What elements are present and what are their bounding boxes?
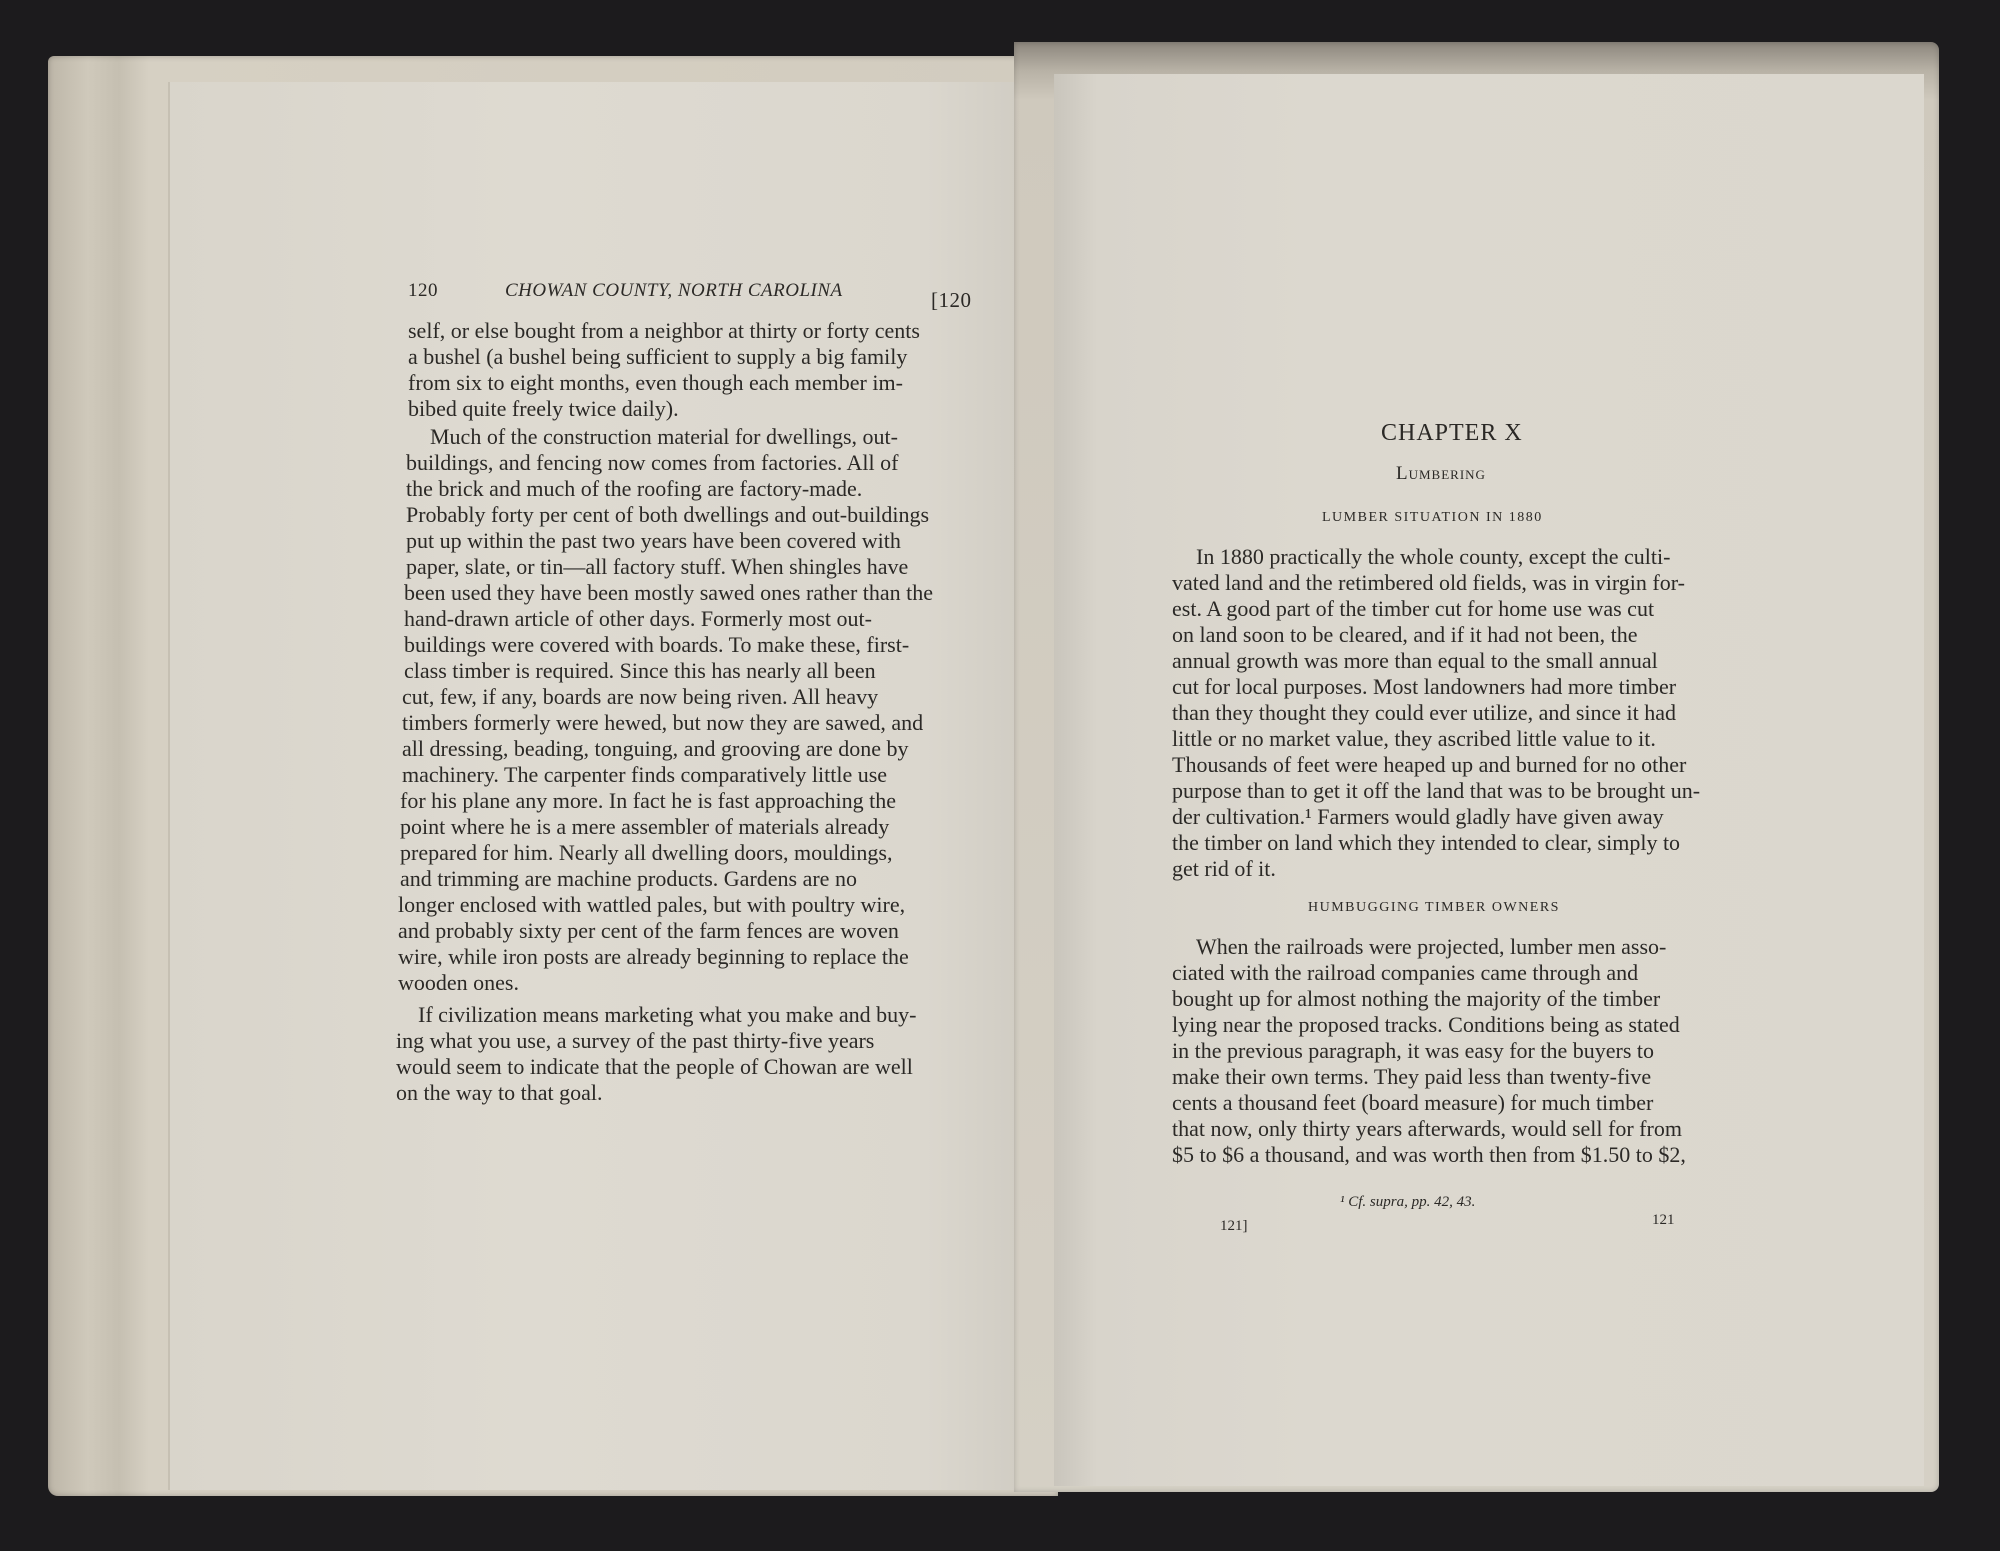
subhead-lumber-situation: LUMBER SITUATION IN 1880 — [1322, 510, 1543, 525]
body-line: timbers formerly were hewed, but now they are sawed, and — [402, 710, 924, 735]
body-line: for his plane any more. In fact he is fast approaching the — [400, 788, 897, 813]
body-line: paper, slate, or tin—all factory stuff. When shingles have — [406, 554, 909, 579]
body-line: from six to eight months, even though each member im- — [408, 370, 903, 395]
body-line: If civilization means marketing what you make and buy- — [418, 1002, 917, 1027]
left-bracket-number: [120 — [931, 288, 972, 312]
chapter-title: CHAPTER X — [1381, 420, 1523, 446]
body-line: vated land and the retimbered old fields, was in virgin for- — [1172, 570, 1685, 595]
footnote: ¹ Cf. supra, pp. 42, 43. — [1340, 1194, 1476, 1210]
left-page-number: 120 — [408, 280, 438, 301]
body-line: Probably forty per cent of both dwellings and out-buildings — [406, 502, 930, 527]
body-line: wooden ones. — [398, 970, 519, 995]
page-folio: 121 — [1652, 1212, 1675, 1228]
body-line: than they thought they could ever utilize, and since it had — [1172, 700, 1677, 725]
body-line: would seem to indicate that the people of Chowan are well — [396, 1054, 913, 1079]
body-line: get rid of it. — [1172, 856, 1276, 881]
body-line: Much of the construction material for dwellings, out- — [430, 424, 898, 449]
body-line: and probably sixty per cent of the farm fences are woven — [398, 918, 899, 943]
body-line: lying near the proposed tracks. Conditions being as stated — [1172, 1012, 1680, 1037]
body-line: annual growth was more than equal to the small annual — [1172, 648, 1658, 673]
body-line: der cultivation.¹ Farmers would gladly have given away — [1172, 804, 1664, 829]
body-line: point where he is a mere assembler of materials already — [400, 814, 890, 839]
body-line: Thousands of feet were heaped up and burned for no other — [1172, 752, 1687, 777]
body-line: machinery. The carpenter finds comparatively little use — [402, 762, 888, 787]
body-line: When the railroads were projected, lumber men asso- — [1196, 934, 1667, 959]
body-line: cut, few, if any, boards are now being riven. All heavy — [402, 684, 879, 709]
body-line: on the way to that goal. — [396, 1080, 603, 1105]
body-line: and trimming are machine products. Gardens are no — [400, 866, 857, 891]
body-line: est. A good part of the timber cut for home use was cut — [1172, 596, 1655, 621]
body-line: bibed quite freely twice daily). — [408, 396, 679, 421]
body-line: all dressing, beading, tonguing, and grooving are done by — [402, 736, 909, 761]
body-line: longer enclosed with wattled pales, but with poultry wire, — [398, 892, 906, 917]
body-line: bought up for almost nothing the majority of the timber — [1172, 986, 1661, 1011]
body-line: the brick and much of the roofing are factory-made. — [406, 476, 863, 501]
body-line: prepared for him. Nearly all dwelling doors, mouldings, — [400, 840, 893, 865]
subhead-humbugging: HUMBUGGING TIMBER OWNERS — [1308, 900, 1560, 915]
body-line: class timber is required. Since this has nearly all been — [404, 658, 876, 683]
body-line: cents a thousand feet (board measure) for much timber — [1172, 1090, 1654, 1115]
body-line: on land soon to be cleared, and if it had not been, the — [1172, 622, 1638, 647]
body-line: been used they have been mostly sawed ones rather than the — [404, 580, 934, 605]
body-line: hand-drawn article of other days. Formerly most out- — [404, 606, 872, 631]
body-line: a bushel (a bushel being sufficient to supply a big family — [408, 344, 908, 369]
body-line: the timber on land which they intended to clear, simply to — [1172, 830, 1681, 855]
body-line: that now, only thirty years afterwards, would sell for from — [1172, 1116, 1682, 1141]
body-line: purpose than to get it off the land that was to be brought un- — [1172, 778, 1701, 803]
body-line: cut for local purposes. Most landowners had more timber — [1172, 674, 1677, 699]
body-line: wire, while iron posts are already beginning to replace the — [398, 944, 909, 969]
bracket-folio: 121] — [1220, 1218, 1248, 1234]
body-line: $5 to $6 a thousand, and was worth then from $1.50 to $2, — [1172, 1142, 1686, 1167]
body-line: In 1880 practically the whole county, except the culti- — [1196, 544, 1671, 569]
body-line: little or no market value, they ascribed little value to it. — [1172, 726, 1656, 751]
body-line: buildings, and fencing now comes from factories. All of — [406, 450, 899, 475]
body-line: in the previous paragraph, it was easy for the buyers to — [1172, 1038, 1655, 1063]
body-line: self, or else bought from a neighbor at thirty or forty cents — [408, 318, 920, 343]
body-line: ciated with the railroad companies came through and — [1172, 960, 1639, 985]
body-line: buildings were covered with boards. To make these, first- — [404, 632, 910, 657]
body-line: ing what you use, a survey of the past thirty-five years — [396, 1028, 875, 1053]
section-title: Lumbering — [1396, 463, 1486, 484]
body-line: put up within the past two years have been covered with — [406, 528, 901, 553]
left-running-title: CHOWAN COUNTY, NORTH CAROLINA — [505, 280, 843, 301]
body-line: make their own terms. They paid less than twenty-five — [1172, 1064, 1652, 1089]
